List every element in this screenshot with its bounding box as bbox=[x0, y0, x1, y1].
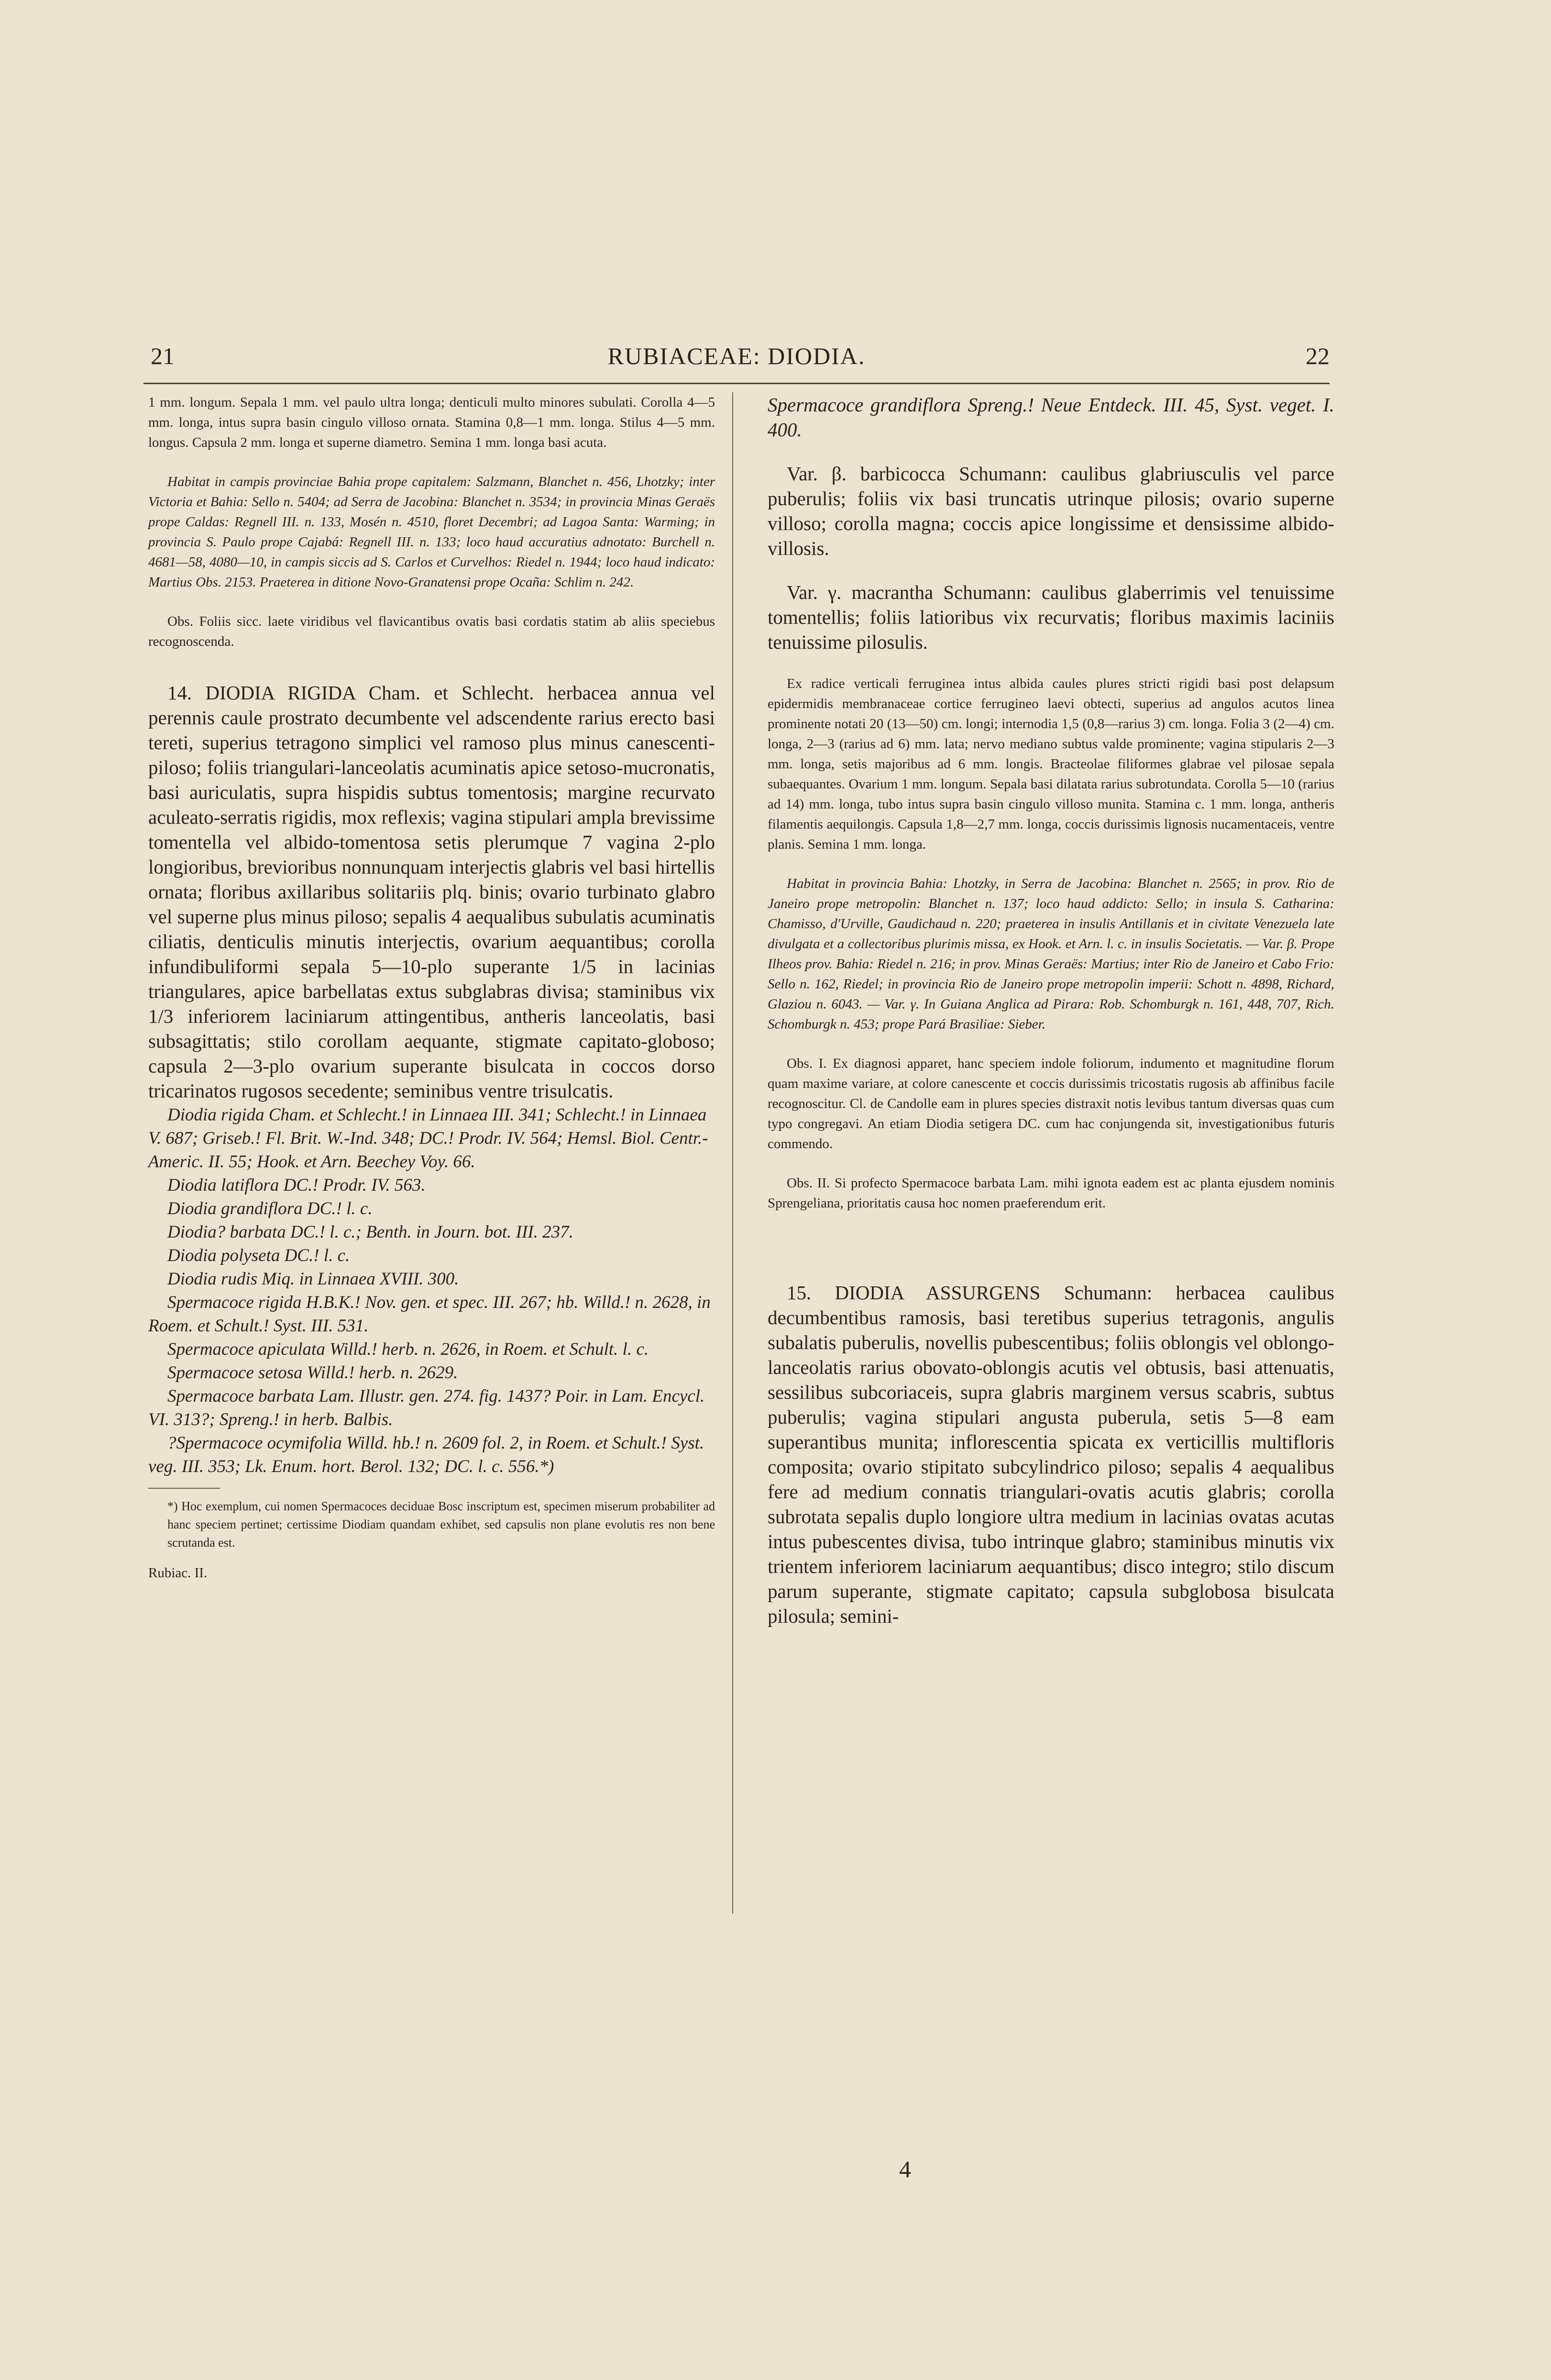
synonym-entry: Diodia? barbata DC.! l. c.; Benth. in Journ. bot. III. 237. bbox=[167, 1222, 573, 1242]
habitat-paragraph: Habitat in campis provinciae Bahia prope capitalem: Salzmann, Blanchet n. 456, Lhotzky; inter Victoria et Bahia: Sello n. 5404; ad Serra de Jacobina: Blanchet n. 3534; in provincia Minas Geraës prope Caldas: Regnell III. n. 133, Mosén n. 4510, floret Decembri; ad Lagoa Santa: Warming; in provincia S. Paulo prope Cajabá: Regnell III. n. 133; loco haud accuratius adnotato: Burchell n. 4681—58, 4080—10, in campis siccis ad S. Carlos et Curvelhos: Riedel n. 1944; loco haud indicato: Martius Obs. 2153. Praeterea in ditione Novo-Granatensi prope Ocaña: Schlim n. 242. bbox=[148, 474, 715, 590]
variety-beta: Var. β. barbicocca Schumann: caulibus glabriusculis vel parce puberulis; foliis vix basi truncatis utrinque pilosis; ovario superne villoso; corolla magna; coccis apice longissime et densissime albido-villosis. bbox=[768, 463, 1334, 559]
synonym-entry: Spermacoce rigida H.B.K.! Nov. gen. et spec. III. 267; hb. Willd.! n. 2628, in Roem. et Schult.! Syst. III. 531. bbox=[148, 1293, 711, 1336]
synonym-entry: Diodia rigida Cham. et Schlecht.! in Linnaea III. 341; Schlecht.! in Linnaea V. 687; Griseb.! Fl. Brit. W.-Ind. 348; DC.! Prodr. IV. 564; Hemsl. Biol. Centr.-Americ. II. 55; Hook. et Arn. Beechey Voy. 66. bbox=[148, 1105, 708, 1172]
synonym-entry: ?Spermacoce ocymifolia Willd. hb.! n. 2609 fol. 2, in Roem. et Schult.! Syst. veg. III. 353; Lk. Enum. hort. Berol. 132; DC. l. c. 556.*) bbox=[148, 1433, 704, 1476]
page-number-right: 22 bbox=[1306, 343, 1330, 369]
footnote: *) Hoc exemplum, cui nomen Spermacoces deciduae Bosc inscriptum est, specimen miserum probabiliter ad hanc speciem pertinet; certissime Diodiam quandam exhibet, sed capsulis non plane evolutis res non bene scrutanda est. bbox=[167, 1499, 715, 1550]
synonym-entry: Spermacoce apiculata Willd.! herb. n. 2626, in Roem. et Schult. l. c. bbox=[167, 1339, 649, 1359]
left-column bbox=[148, 392, 715, 1581]
synonym-list bbox=[148, 1103, 715, 1478]
page-header bbox=[143, 342, 1330, 380]
observation-two: Obs. II. Si profecto Spermacoce barbata Lam. mihi ignota eadem est ac planta ejusdem nominis Sprengeliana, prioritatis causa hoc nomen praeferendum erit. bbox=[768, 1175, 1334, 1211]
synonym-continued: Spermacoce grandiflora Spreng.! Neue Entdeck. III. 45, Syst. veget. I. 400. bbox=[768, 394, 1334, 441]
morphology-description: Ex radice verticali ferruginea intus albida caules plures stricti rigidi basi post delapsum epidermidis membranaceae cortice ferrugineo laevi obtecti, superius ad angulos acutos linea prominente notati 20 (13—50) cm. longi; internodia 1,5 (0,8—rarius 3) cm. longa. Folia 3 (2—4) cm. longa, 2—3 (rarius ad 6) mm. lata; nervo mediano subtus valde prominente; vagina stipularis 2—3 mm. longa, setis majoribus ad 6 mm. longis. Bracteolae filiformes glabrae vel pilosae sepala subaequantes. Ovarium 1 mm. longum. Sepala basi dilatata rarius subrotundata. Corolla 5—10 (rarius ad 14) mm. longa, tubo intus supra basin cingulo villoso munita. Stamina c. 1 mm. longa, antheris filamentis aequilongis. Capsula 1,8—2,7 mm. longa, coccis durissimis lignosis nucamentaceis, ventre planis. Semina 1 mm. longa. bbox=[768, 676, 1334, 852]
header-rule bbox=[143, 383, 1330, 384]
species-15-description: 15. DIODIA ASSURGENS Schumann: herbacea caulibus decumbentibus ramosis, basi teretibus superius tetragonis, angulis subalatis puberulis, novellis pubescentibus; foliis oblongis vel oblongo-lanceolatis rarius obovato-oblongis acutis vel obtusis, basi attenuatis, sessilibus subcoriaceis, supra glabris marginem versus scabris, subtus puberulis; vagina stipulari angusta puberula, setis 5—8 eam superantibus munita; inflorescentia spicata ex verticillis multifloris composita; ovario stipitato subcylindrico piloso; sepalis 4 aequalibus fere ad medium connatis triangulari-ovatis acutis glabris; corolla subrotata sepalis duplo longiore ultra medium in lacinias ovatas acutas intus pubescentes divisa, tubo intrinque glabro; staminibus minutis vix trientem inferiorem laciniarum aequantibus; disco integro; stilo discum parum superante, stigmate capitato; capsula subglobosa bisulcata pilosula; semini- bbox=[768, 1282, 1334, 1627]
synonym-entry: Diodia rudis Miq. in Linnaea XVIII. 300. bbox=[167, 1269, 459, 1289]
running-title: RUBIACEAE: DIODIA. bbox=[607, 343, 866, 369]
variety-gamma: Var. γ. macrantha Schumann: caulibus glaberrimis vel tenuissime tomentellis; foliis latioribus vix recurvatis; floribus maximis laciniis tenuissime pilosulis. bbox=[768, 581, 1334, 653]
page-number-left: 21 bbox=[151, 343, 175, 369]
signature-number: 4 bbox=[899, 2156, 911, 2182]
synonym-entry: Spermacoce setosa Willd.! herb. n. 2629. bbox=[167, 1363, 458, 1383]
synonym-entry: Diodia latiflora DC.! Prodr. IV. 563. bbox=[167, 1175, 426, 1195]
observation-one: Obs. I. Ex diagnosi apparet, hanc speciem indole foliorum, indumento et magnitudine florum quam maxime variare, at colore canescente et coccis durissimis tricostatis rugosis ab affinibus facile recognoscitur. Cl. de Candolle eam in plures species distraxit notis levibus tantum diversas quas cum typo congregavi. An etiam Diodia setigera DC. cum hac conjungenda sit, investigationibus futuris commendo. bbox=[768, 1056, 1334, 1151]
synonym-entry: Diodia grandiflora DC.! l. c. bbox=[167, 1199, 373, 1218]
right-column bbox=[768, 392, 1334, 1628]
synonym-entry: Spermacoce barbata Lam. Illustr. gen. 274. fig. 1437? Poir. in Lam. Encycl. VI. 313?; Spreng.! in herb. Balbis. bbox=[148, 1386, 705, 1429]
description-continued: 1 mm. longum. Sepala 1 mm. vel paulo ultra longa; denticuli multo minores subulati. Corolla 4—5 mm. longa, intus supra basin cingulo villoso ornata. Stamina 0,8—1 mm. longa. Stilus 4—5 mm. longus. Capsula 2 mm. longa et superne diametro. Semina 1 mm. longa basi acuta. bbox=[148, 395, 715, 450]
footnote-rule bbox=[148, 1488, 220, 1489]
synonym-entry: Diodia polyseta DC.! l. c. bbox=[167, 1246, 350, 1265]
column-divider bbox=[732, 392, 733, 1914]
species-14-description: 14. DIODIA RIGIDA Cham. et Schlecht. herbacea annua vel perennis caule prostrato decumbente vel adscendente rarius erecto basi tereti, superius tetragono simplici vel ramoso plus minus canescenti-piloso; foliis triangulari-lanceolatis acuminatis apice setoso-mucronatis, basi auriculatis, supra hispidis subtus tomentosis; margine recurvato aculeato-serratis rigidis, mox reflexis; vagina stipulari ampla brevissime tomentella vel albido-tomentosa setis plerumque 7 vagina 2-plo longioribus, brevioribus nonnunquam interjectis glabris vel basi hirtellis ornata; floribus axillaribus solitariis plq. binis; ovario turbinato glabro vel superne plus minus piloso; sepalis 4 aequalibus subulatis acuminatis ciliatis, denticulis minutis interjectis, ovarium aequantibus; corolla infundibuliformi sepala 5—10-plo superante 1/5 in lacinias triangulares, apice barbellatas extus subglabras divisa; staminibus vix 1/3 inferiorem laciniarum attingentibus, antheris lanceolatis, basi subsagittatis; stilo corollam aequante, stigmate capitato-globoso; capsula 2—3-plo ovarium superante bisulcata in coccos dorso tricarinatos rugosos secedente; seminibus ventre trisulcatis. bbox=[148, 682, 715, 1102]
signature-mark: Rubiac. II. bbox=[148, 1565, 208, 1581]
observation-note: Obs. Foliis sicc. laete viridibus vel flavicantibus ovatis basi cordatis statim ab aliis speciebus recognoscenda. bbox=[148, 614, 715, 649]
habitat-paragraph: Habitat in provincia Bahia: Lhotzky, in Serra de Jacobina: Blanchet n. 2565; in prov. Rio de Janeiro prope metropolin: Blanchet n. 137; loco haud addicto: Sello; in insula S. Catharina: Chamisso, d'Urville, Gaudichaud n. 220; praeterea in insulis Antillanis et in civitate Venezuela late divulgata et a collectoribus plurimis missa, ex Hook. et Arn. l. c. in insulis Societatis. — Var. β. Prope Ilheos prov. Bahia: Riedel n. 216; in prov. Minas Geraës: Martius; inter Rio de Janeiro et Cabo Frio: Sello n. 162, Riedel; in provincia Rio de Janeiro prope metropolin imperii: Schott n. 4898, Richard, Glaziou n. 6043. — Var. γ. In Guiana Anglica ad Pirara: Rob. Schomburgk n. 161, 448, 707, Rich. Schomburgk n. 453; prope Pará Brasiliae: Sieber. bbox=[768, 876, 1334, 1032]
